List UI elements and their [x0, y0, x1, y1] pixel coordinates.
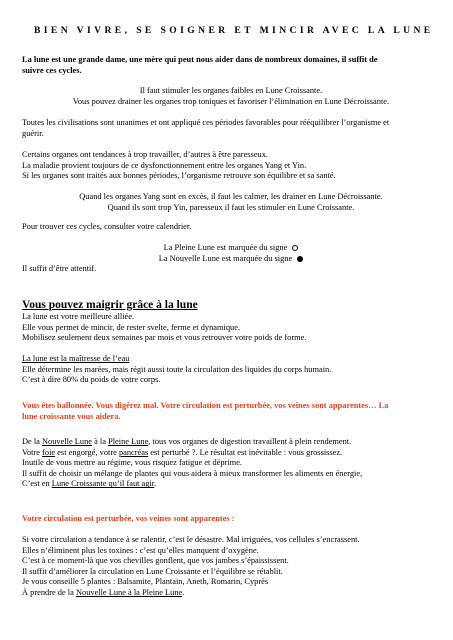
text-line: À prendre de la Nouvelle Lune à la Pleine Lune. [22, 587, 185, 597]
text-line: Si les organes sont traités aux bonnes périodes, l’organisme retrouve son équilibre et sa santé. [22, 171, 336, 181]
text-line: Vous pouvez drainer les organes trop toniques et favoriser l’élimination en Lune Décroissante. [72, 96, 390, 106]
text-line: C’est en Lune Croissante qu’il faut agir. [22, 479, 157, 489]
organs-stimulate-paragraph [22, 86, 440, 107]
text-line: Quand les organes Yang sont en excès, il faut les calmer, les drainer en Lune Décroissante. [79, 192, 383, 201]
text-line: Certains organes ont tendances à trop travailler, d’autres à être paresseux. [22, 150, 269, 159]
new-moon-filled-icon [297, 256, 303, 262]
text-line: Je vous conseille 5 plantes : Balsamite, Plantain, Aneth, Romarin, Cyprès [22, 577, 269, 587]
bloating-alert [22, 401, 440, 422]
page-title: BIEN VIVRE, SE SOIGNER ET MINCIR AVEC LA LUNE [34, 25, 434, 36]
yang-yin-paragraph [22, 192, 440, 213]
text-line: Inutile de vous mettre au régime, vous risquez fatigue et déprime. [22, 458, 243, 468]
section-heading: Vous pouvez maigrir grâce à la lune [22, 299, 198, 311]
text-line: Votre foie est engorgé, votre pancréas est perturbé ?. Le résultat est inévitable : vous grossissez. [22, 447, 343, 457]
foie-term: foie [42, 447, 56, 457]
pleine-lune-term: Pleine Lune [108, 437, 149, 446]
alert-line: lune croissante vous aidera. [22, 411, 121, 421]
organs-balance-paragraph [22, 150, 440, 182]
water-subheading: La lune est la maîtresse de l’eau [22, 354, 130, 363]
pancreas-term: pancréas [118, 447, 149, 457]
text-line: La maladie provient toujours de ce dysfonctionnement entre les organes Yang et Yin. [22, 160, 307, 170]
full-moon-outline-icon [292, 245, 298, 251]
circulation-paragraph [22, 535, 440, 599]
text-line: Il suffit d’améliorer la circulation en Lune Croissante et l’équilibre se rétablit. [22, 566, 283, 576]
full-moon-label: La Pleine Lune est marquée du signe [163, 243, 288, 252]
civilisations-paragraph [22, 118, 440, 139]
new-moon-label: La Nouvelle Lune est marquée du signe [158, 253, 293, 263]
text-line: Elles n’éliminent plus les toxines : c’est qu’elles manquent d’oxygène. [22, 545, 259, 555]
calendar-line: Pour trouver ces cycles, consulter votre calendrier. [22, 222, 192, 231]
text-line: Si votre circulation a tendance à se ralentir, c’est le désastre. Mal irriguées, vos cellules s’encrassent. [22, 535, 360, 544]
ally-paragraph [22, 312, 440, 344]
text-line: De la Nouvelle Lune à la Pleine Lune, tous vos organes de digestion travaillent à plein rendement. [22, 437, 352, 446]
text-line: Elle détermine les marées, mais régit aussi toute la circulation des liquides du corps humain. [22, 364, 332, 374]
text-line: guérir. [22, 128, 44, 138]
full-moon-row [22, 243, 440, 254]
text-line: C’est à ce moment-là que vos chevilles gonflent, que vos jambes s’épaississent. [22, 556, 289, 566]
text-line: La lune est votre meilleure alliée. [22, 312, 135, 321]
moon-signs [22, 243, 440, 264]
intro-line: suivre ces cycles. [22, 65, 82, 75]
text-line: Toutes les civilisations sont unanimes et ont appliqué ces périodes favorables pour rééquilibrer l’organisme et [22, 118, 390, 127]
intro-paragraph [22, 55, 440, 76]
lunar-period-term: Nouvelle Lune à la Pleine Lune [75, 587, 183, 597]
alert-line: Vous êtes ballonnée. Vous digérez mal. Votre circulation est perturbée, vos veines sont apparentes… La [22, 401, 389, 410]
nouvelle-lune-term: Nouvelle Lune [42, 437, 93, 446]
text-line: Elle vous permet de mincir, de rester svelte, ferme et dynamique. [22, 322, 241, 332]
new-moon-row [22, 254, 440, 265]
text-line: Quand ils sont trop Yin, paresseux il faut les stimuler en Lune Croissante. [107, 202, 355, 212]
text-line: Il faut stimuler les organes faibles en Lune Croissante. [139, 86, 323, 95]
circulation-alert: Votre circulation est perturbée, vos veines sont apparentes : [22, 514, 235, 523]
text-line: C’est à dire 80% du poids de votre corps. [22, 375, 161, 385]
text-line: Il suffit de choisir un mélange de plantes qui vous aidera à mieux transformer les aliments en énergie, [22, 468, 363, 478]
digestion-paragraph [22, 437, 440, 490]
attentive-line: Il suffit d’être attentif. [22, 264, 97, 273]
intro-line: La lune est une grande dame, une mère qui peut nous aider dans de nombreux domaines, il suffit de [22, 55, 378, 64]
lune-croissante-term: Lune Croissante qu’il faut agir [51, 479, 155, 489]
text-line: Mobilisez seulement deux semaines par mois et vous retrouver votre poids de forme. [22, 333, 307, 343]
water-paragraph [22, 354, 440, 386]
